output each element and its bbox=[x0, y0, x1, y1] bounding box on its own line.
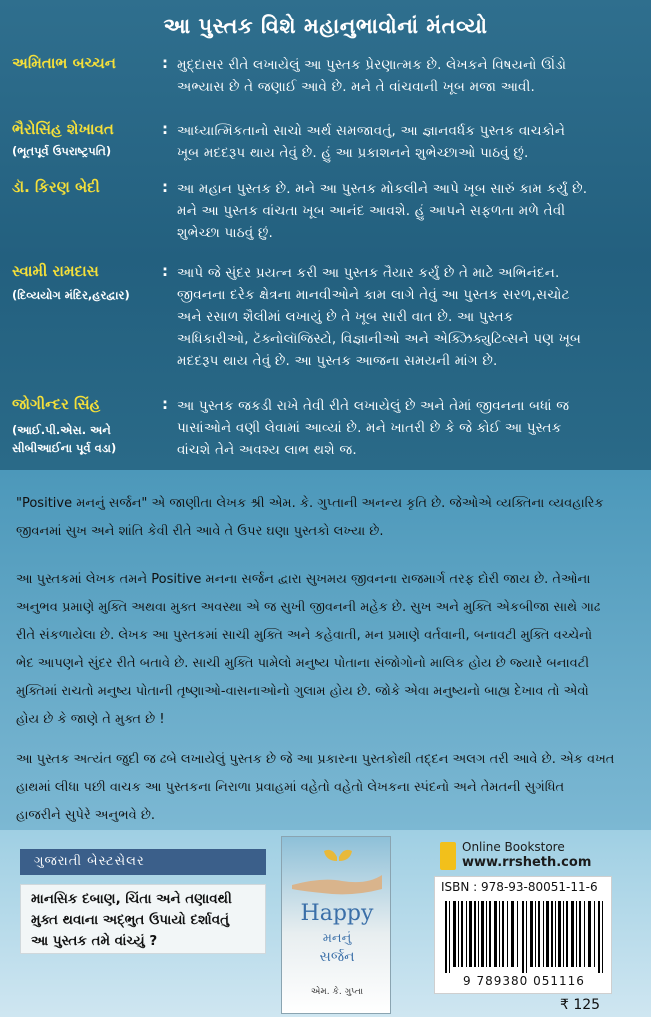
quote-line: આ મહાન પુસ્તક છે. મને આ પુસ્તક મોકલીને આપે ખૂબ સારું કામ કર્યું છે. bbox=[177, 181, 588, 197]
description-line: આ પુસ્તકમાં લેખક તમને Positive મનના સર્જન દ્વારા સુખમય જીવનના રાજમાર્ગ તરફ દોરી જાય છે. તેઓના bbox=[16, 572, 591, 587]
description-line: અનુભવ પ્રમાણે મુક્તિ અથવા મુક્ત અવસ્થા એ જ સુખી જીવનની મહેક છે. સુખ અને મુક્તિ એકબીજા સાથે ગાઢ bbox=[16, 600, 601, 615]
endorser-title: (દિવ્યયોગ મંદિર,હરદ્વાર) bbox=[12, 288, 130, 302]
quote-line: મને આ પુસ્તક વાંચતા ખૂબ આનંદ આવશે. હું આપને સફળતા મળે તેવી bbox=[177, 203, 566, 219]
endorser-name: સ્વામી રામદાસ bbox=[12, 262, 99, 280]
cover-author: એમ. કે. ગુપ્તા bbox=[310, 987, 364, 997]
publisher-info bbox=[440, 840, 612, 876]
cover-subtitle: મનનું bbox=[322, 931, 352, 946]
quote-text bbox=[177, 262, 637, 372]
quote-line: વાંચશે તેને અવશ્ય લાભ થશે જ. bbox=[177, 442, 357, 458]
description-paragraph-3 bbox=[16, 746, 636, 830]
bestseller-tag: ગુજરાતી બેસ્ટસેલર bbox=[20, 849, 266, 875]
endorser-name: અમિતાભ બચ્ચન bbox=[12, 54, 116, 72]
endorser-name: ભૈરોસિંહ શેખાવત bbox=[12, 120, 114, 138]
quote-line: શુભેચ્છા પાઠવું છું. bbox=[177, 225, 274, 241]
cover-title: Happy bbox=[300, 901, 374, 926]
quote-text bbox=[177, 178, 637, 244]
publisher-website[interactable]: www.rrsheth.com bbox=[462, 855, 592, 870]
description-paragraph-2 bbox=[16, 566, 636, 734]
quote-line: જીવનના દરેક ક્ષેત્રના માનવીઓને કામ લાગે તેવું આ પુસ્તક સરળ,સચોટ bbox=[177, 287, 570, 303]
barcode-number: 9 789380 051116 bbox=[463, 974, 585, 988]
barcode-icon bbox=[445, 901, 603, 973]
quote-line: મદદરૂપ થાય તેવું છે. આ પુસ્તક આજના સમયની માંગ છે. bbox=[177, 353, 498, 369]
quote-line: આ પુસ્તક જકડી રાખે તેવી રીતે લખાયેલું છે અને તેમાં જીવનના બધાં જ bbox=[177, 398, 570, 414]
description-line: મુક્તિમાં રાચતો મનુષ્ય પોતાની તૃષ્ણાઓ-વાસનાઓનો ગુલામ હોય છે. જોકે એવા મનુષ્યનો બાહ્ય દેખાવ તો એવો bbox=[16, 684, 589, 699]
promo-line: માનસિક દબાણ, ચિંતા અને તણાવથી bbox=[31, 891, 232, 907]
quote-line: આપે જે સુંદર પ્રયત્ન કરી આ પુસ્તક તૈયાર કર્યું છે તે માટે અભિનંદન. bbox=[177, 265, 560, 281]
description-line: ભેદ આપણને સુંદર રીતે બતાવે છે. સાચી મુક્તિ પામેલો મનુષ્ય પોતાના સંજોગોનો માલિક હોય છે જ્યારે બનાવટી bbox=[16, 656, 590, 671]
colon: : bbox=[162, 178, 168, 196]
quote-line: અધિકારીઓ, ટૅક્નોલૉજિસ્ટો, વિજ્ઞાનીઓ અને એક્ઝિક્યુટિવ્સને પણ ખૂબ bbox=[177, 331, 582, 347]
publisher-logo-icon bbox=[440, 842, 456, 870]
description-line: જીવનમાં સુખ અને શાંતિ કેવી રીતે આવે તે ઉપર ઘણા પુસ્તકો લખ્યા છે. bbox=[16, 524, 384, 539]
colon: : bbox=[162, 54, 168, 72]
endorser-name: જોગીન્દર સિંહ bbox=[12, 395, 101, 413]
isbn-label: ISBN : 978-93-80051-11-6 bbox=[441, 880, 598, 894]
quote-amitabh bbox=[12, 54, 640, 104]
quote-line: મુદ્દાસર રીતે લખાયેલું આ પુસ્તક પ્રેરણાત્મક છે. લેખકને વિષયનો ઊંડો bbox=[177, 57, 567, 73]
quote-text bbox=[177, 395, 637, 461]
description-line: હાથમાં લીધા પછી વાચક આ પુસ્તકના નિરાળા પ્રવાહમાં વહેતો વહેતો લેખકના સ્પંદનો અને તેમતની સુગંધિત bbox=[16, 780, 565, 795]
quote-line: ખૂબ મદદરૂપ થાય તેવું છે. હું આ પ્રકાશનને શુભેચ્છાઓ પાઠવું છું. bbox=[177, 145, 529, 161]
cover-subtitle: સર્જન bbox=[319, 949, 355, 965]
hand-butterfly-illustration bbox=[282, 837, 391, 899]
quote-line: આધ્યાત્મિકતાનો સાચો અર્થ સમજાવતું, આ જ્ઞાનવર્ધક પુસ્તક વાચકોને bbox=[177, 123, 566, 139]
endorsements-title: આ પુસ્તક વિશે મહાનુભાવોનાં મંતવ્યો bbox=[163, 14, 488, 38]
endorser-title: (ભૂતપૂર્વ ઉપરાષ્ટ્રપતિ) bbox=[12, 144, 112, 158]
description-line: હોય છે કે જાણે તે મુક્ત છે ! bbox=[16, 712, 165, 727]
promo-line: આ પુસ્તક તમે વાંચ્યું ? bbox=[31, 933, 158, 949]
description-line: "Positive મનનું સર્જન" એ જાણીતા લેખક શ્રી એમ. કે. ગુપ્તાની અનન્ય કૃતિ છે. જેઓએ વ્યક્તિના વ્યવહારિક bbox=[16, 496, 604, 511]
quote-bhairon bbox=[12, 120, 640, 170]
quote-text bbox=[177, 120, 637, 164]
description-paragraph-1 bbox=[16, 490, 636, 546]
description-line: આ પુસ્તક અત્યંત જુદી જ ઢબે લખાયેલું પુસ્તક છે જે આ પ્રકારના પુસ્તકોથી તદ્દન અલગ તરી આવે છે. એક વખત bbox=[16, 752, 615, 767]
quote-joginder bbox=[12, 395, 640, 465]
quote-ramdas bbox=[12, 262, 640, 374]
colon: : bbox=[162, 395, 168, 413]
price-label: ₹ 125 bbox=[560, 997, 601, 1013]
description-line: હાજરીને સુપેરે અનુભવે છે. bbox=[16, 808, 156, 823]
isbn-barcode bbox=[434, 876, 612, 994]
quote-line: અભ્યાસ છે તે જણાઈ આવે છે. મને તે વાંચવાની ખૂબ મજા આવી. bbox=[177, 79, 536, 95]
endorser-name: ડૉ. કિરણ બેદી bbox=[12, 178, 100, 196]
quote-kiran bbox=[12, 178, 640, 248]
description-line: રીતે સંકળાયેલા છે. લેખક આ પુસ્તકમાં સાચી મુક્તિ અને કહેવાતી, મન પ્રમાણે વર્તવાની, બનાવટી મુક્તિ વચ્ચેનો bbox=[16, 628, 593, 643]
publisher-tagline: Online Bookstore bbox=[462, 840, 565, 854]
quote-text bbox=[177, 54, 637, 98]
promo-blurb bbox=[20, 884, 266, 954]
quote-line: અને રસાળ શૈલીમાં લખાયું છે તે ખૂબ સારી વાત છે. આ પુસ્તક bbox=[177, 309, 514, 325]
quote-line: પાસાંઓને વણી લેવામાં આવ્યાં છે. મને ખાતરી છે કે જે કોઈ આ પુસ્તક bbox=[177, 420, 562, 436]
book-cover-thumbnail bbox=[281, 836, 391, 1014]
promo-line: મુક્ત થવાના અદ્ભુત ઉપાયો દર્શાવતું bbox=[31, 912, 230, 928]
colon: : bbox=[162, 262, 168, 280]
endorser-title: (આઈ.પી.એસ. અને સીબીઆઈના પૂર્વ વડા) bbox=[12, 423, 117, 455]
colon: : bbox=[162, 120, 168, 138]
